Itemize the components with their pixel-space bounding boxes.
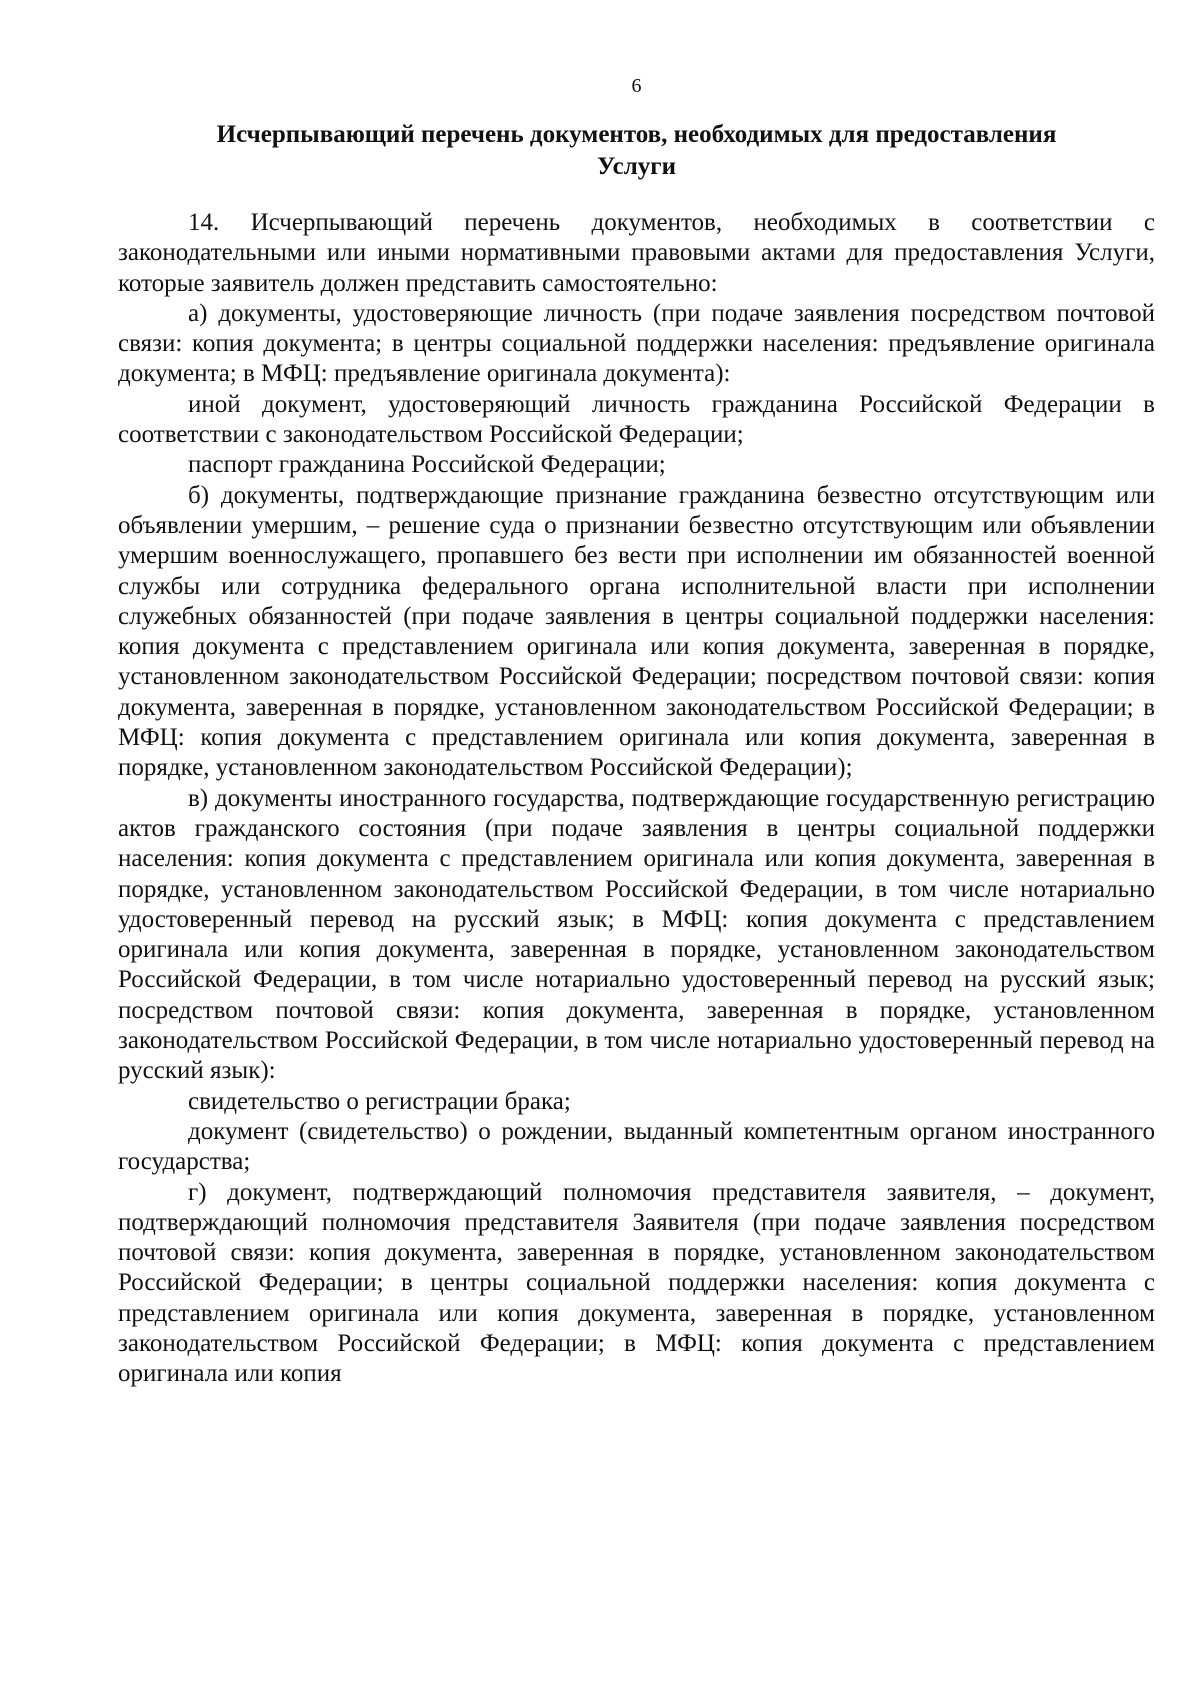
- heading-line-1: Исчерпывающий перечень документов, необходимых для предоставления: [216, 121, 1057, 148]
- paragraph-14-intro: 14. Исчерпывающий перечень документов, необходимых в соответствии с законодательными или иными нормативными правовыми актами для предоставления Услуги, которые заявитель должен представить самостоятельно:: [118, 209, 1155, 297]
- paragraph-item-v: в) документы иностранного государства, подтверждающие государственную регистрацию актов гражданского состояния (при подаче заявления в центры социальной поддержки населения: копия документа с представлением оригинала или копия документа, заверенная в порядке, установленном законодательством Российской Федерации, в том числе нотариально удостоверенный перевод на русский язык; в МФЦ: копия документа с представлением оригинала или копия документа, заверенная в порядке, установленном законодательством Российской Федерации, в том числе нотариально удостоверенный перевод на русский язык; посредством почтовой связи: копия документа, заверенная в порядке, установленном законодательством Российской Федерации, в том числе нотариально удостоверенный перевод на русский язык):: [118, 784, 1155, 1085]
- paragraph-marriage-certificate: свидетельство о регистрации брака;: [188, 1087, 571, 1115]
- page-number: 6: [631, 75, 642, 97]
- body-text: [118, 208, 1155, 1390]
- paragraph-other-id-document: иной документ, удостоверяющий личность гражданина Российской Федерации в соответствии с законодательством Российской Федерации;: [118, 390, 1155, 449]
- paragraph-birth-certificate: документ (свидетельство) о рождении, выданный компетентным органом иностранного государства;: [118, 1117, 1155, 1176]
- heading-line-2: Услуги: [596, 153, 677, 180]
- section-heading: [118, 119, 1155, 183]
- paragraph-item-a: а) документы, удостоверяющие личность (при подаче заявления посредством почтовой связи: копия документа; в центры социальной поддержки населения: предъявление оригинала документа; в МФЦ: предъявление оригинала документа):: [118, 299, 1155, 388]
- paragraph-item-b: б) документы, подтверждающие признание гражданина безвестно отсутствующим или объявлении умершим, – решение суда о признании безвестно отсутствующим или объявлении умершим военнослужащего, пропавшего без вести при исполнении им обязанностей военной службы или сотрудника федерального органа исполнительной власти при исполнении служебных обязанностей (при подаче заявления в центры социальной поддержки населения: копия документа с представлением оригинала или копия документа, заверенная в порядке, установленном законодательством Российской Федерации; посредством почтовой связи: копия документа, заверенная в порядке, установленном законодательством Российской Федерации; в МФЦ: копия документа с представлением оригинала или копия документа, заверенная в порядке, установленном законодательством Российской Федерации);: [118, 481, 1155, 782]
- paragraph-item-g: г) документ, подтверждающий полномочия представителя заявителя, – документ, подтверждающий полномочия представителя Заявителя (при подаче заявления посредством почтовой связи: копия документа, заверенная в порядке, установленном законодательством Российской Федерации; в центры социальной поддержки населения: копия документа с представлением оригинала или копия документа, заверенная в порядке, установленном законодательством Российской Федерации; в МФЦ: копия документа с представлением оригинала или копия: [118, 1178, 1155, 1388]
- paragraph-passport: паспорт гражданина Российской Федерации;: [188, 451, 666, 479]
